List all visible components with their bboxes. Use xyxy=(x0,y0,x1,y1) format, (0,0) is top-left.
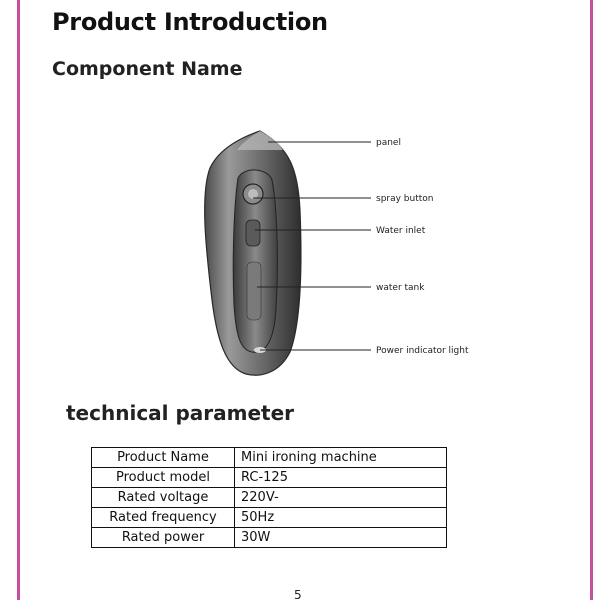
param-key: Rated frequency xyxy=(92,508,235,528)
mini-iron-illustration xyxy=(205,131,301,375)
param-value: 50Hz xyxy=(235,508,447,528)
param-value: RC-125 xyxy=(235,468,447,488)
table-row xyxy=(92,448,447,468)
param-key: Rated voltage xyxy=(92,488,235,508)
table-row xyxy=(92,468,447,488)
technical-parameter-heading: technical parameter xyxy=(66,401,295,425)
param-value: Mini ironing machine xyxy=(235,448,447,468)
label-water-tank: water tank xyxy=(376,283,425,293)
section-subtitle: Component Name xyxy=(52,58,243,80)
technical-parameter-table xyxy=(91,447,447,548)
param-value: 220V- xyxy=(235,488,447,508)
param-value: 30W xyxy=(235,528,447,548)
label-water-inlet: Water inlet xyxy=(376,226,426,236)
table-row xyxy=(92,508,447,528)
page-number: 5 xyxy=(294,588,302,602)
label-power-indicator: Power indicator light xyxy=(376,346,469,356)
page-title: Product Introduction xyxy=(52,8,328,36)
label-panel: panel xyxy=(376,138,401,148)
param-key: Rated power xyxy=(92,528,235,548)
label-spray-button: spray button xyxy=(376,194,434,204)
table-row xyxy=(92,528,447,548)
table-row xyxy=(92,488,447,508)
param-key: Product Name xyxy=(92,448,235,468)
param-key: Product model xyxy=(92,468,235,488)
